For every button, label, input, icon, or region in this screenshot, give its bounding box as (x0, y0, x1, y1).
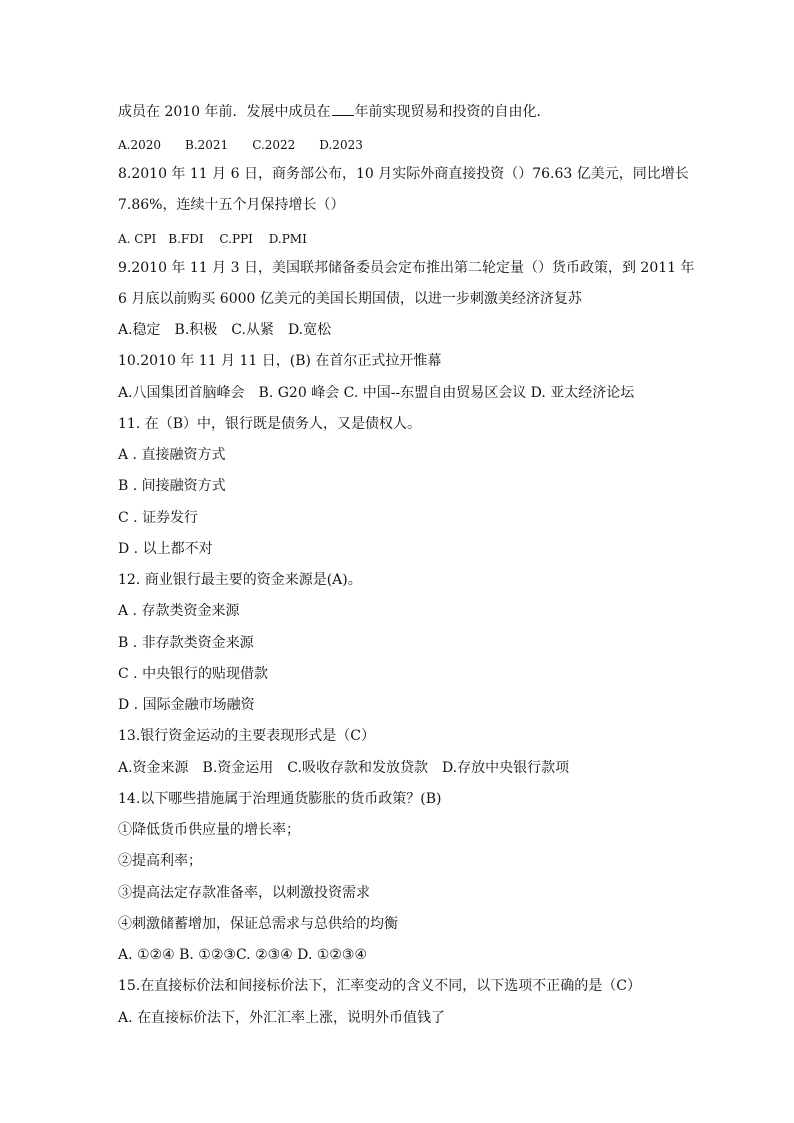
text-line: A. 在直接标价法下，外汇汇率上涨，说明外币值钱了 (118, 1010, 446, 1026)
text-line: C . 中央银行的贴现借款 (118, 666, 269, 682)
text-line: A.资金来源 B.资金运用 C.吸收存款和发放贷款 D.存放中央银行款项 (118, 760, 570, 776)
text-line: A. CPI B.FDI C.PPI D.PMI (118, 232, 307, 246)
text-line: 13.银行资金运动的主要表现形式是（C） (118, 728, 375, 744)
line-text: 成员在 2010 年前．发展中成员在 (118, 104, 331, 120)
text-line: A.稳定 B.积极 C.从紧 D.宽松 (118, 322, 332, 338)
text-line: 10.2010 年 11 月 11 日，(B) 在首尔正式拉开惟幕 (118, 353, 442, 369)
text-line: ④刺激储蓄增加，保证总需求与总供给的均衡 (118, 916, 398, 932)
text-line: ②提高利率； (118, 853, 202, 869)
text-line (118, 103, 551, 121)
text-line: D . 以上都不对 (118, 541, 213, 557)
text-line: ③提高法定存款准备率，以刺激投资需求 (118, 885, 370, 901)
fill-in-blank (332, 103, 354, 116)
text-line: C . 证券发行 (118, 510, 199, 526)
text-line: 6 月底以前购买 6000 亿美元的美国长期国债，以进一步刺激美经济济复苏 (118, 291, 582, 307)
text-line: ①降低货币供应量的增长率； (118, 822, 300, 838)
text-line: 15.在直接标价法和间接标价法下，汇率变动的含义不同，以下选项不正确的是（C） (118, 978, 641, 994)
text-line: 14.以下哪些措施属于治理通货膨胀的货币政策？(B) (118, 791, 442, 807)
text-line: 12. 商业银行最主要的资金来源是(A)。 (118, 572, 362, 588)
text-line: B . 间接融资方式 (118, 478, 226, 494)
text-line: A . 存款类资金来源 (118, 603, 240, 619)
text-line: 7.86%，连续十五个月保持增长（） (118, 197, 345, 213)
text-line: A.2020 B.2021 C.2022 D.2023 (118, 138, 363, 152)
text-line: 11. 在（B）中，银行既是债务人，又是债权人。 (118, 416, 422, 432)
text-line: 8.2010 年 11 月 6 日，商务部公布，10 月实际外商直接投资（）76.63 亿美元，同比增长 (118, 166, 689, 182)
text-line: D . 国际金融市场融资 (118, 697, 255, 713)
line-text: 年前实现贸易和投资的自由化． (354, 104, 551, 120)
text-line: A. ①②④ B. ①②③C. ②③④ D. ①②③④ (118, 947, 367, 963)
text-line: 9.2010 年 11 月 3 日，美国联邦储备委员会定布推出第二轮定量（）货币政策，到 2011 年 (118, 260, 695, 276)
text-line: A.八国集团首脑峰会 B. G20 峰会 C. 中国--东盟自由贸易区会议 D. 亚太经济论坛 (118, 385, 635, 401)
text-line: B . 非存款类资金来源 (118, 635, 254, 651)
text-line: A . 直接融资方式 (118, 447, 226, 463)
